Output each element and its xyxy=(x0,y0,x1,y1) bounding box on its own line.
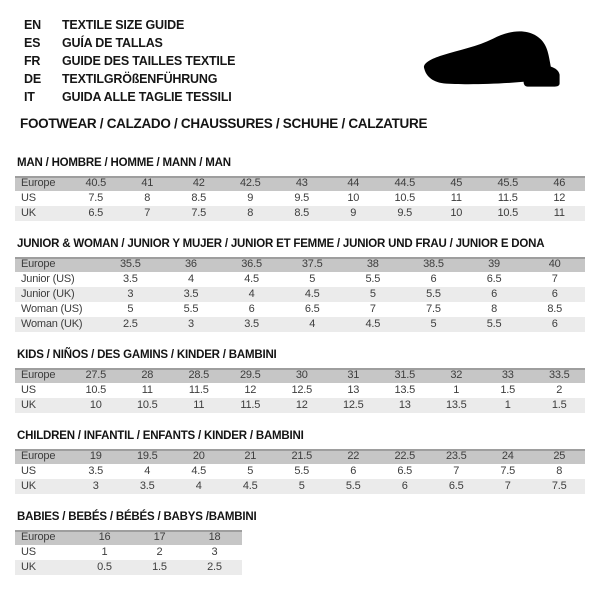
size-table xyxy=(15,176,585,221)
size-cell: 28 xyxy=(141,369,154,381)
size-cell: 8.5 xyxy=(547,303,563,315)
size-cell: 5 xyxy=(127,303,134,315)
size-table xyxy=(15,368,585,413)
size-row xyxy=(15,176,585,191)
row-label: Europe xyxy=(21,258,56,270)
size-cell: 3.5 xyxy=(139,480,155,492)
size-row xyxy=(15,545,242,560)
size-section xyxy=(15,511,585,575)
size-cell: 6 xyxy=(401,480,408,492)
size-section xyxy=(15,430,585,494)
size-cell: 9 xyxy=(350,207,357,219)
size-cell: 44.5 xyxy=(394,177,416,189)
size-cell: 10 xyxy=(347,192,360,204)
size-cell: 5.5 xyxy=(426,288,441,300)
size-cell: 10.5 xyxy=(85,384,107,396)
shoe-icon xyxy=(394,21,578,97)
size-cell: 42 xyxy=(192,177,205,189)
size-cell: 39 xyxy=(488,258,500,270)
size-cell: 6 xyxy=(551,318,558,330)
size-cell: 2.5 xyxy=(122,318,138,330)
row-label: US xyxy=(21,384,36,396)
size-cell: 7.5 xyxy=(500,465,516,477)
size-cell: 7 xyxy=(551,273,558,285)
size-cell: 11 xyxy=(553,207,565,219)
size-cell: 19.5 xyxy=(136,450,158,462)
size-cell: 5.5 xyxy=(365,273,381,285)
size-cell: 9.5 xyxy=(294,192,310,204)
size-cell: 4 xyxy=(195,480,202,492)
size-cell: 4.5 xyxy=(244,273,259,285)
size-cell: 13 xyxy=(347,384,360,396)
size-cell: 3 xyxy=(127,288,134,300)
language-code: EN xyxy=(24,18,41,32)
size-row xyxy=(15,317,585,332)
size-cell: 5.5 xyxy=(183,303,199,315)
size-cell: 10.5 xyxy=(394,192,416,204)
size-cell: 12.5 xyxy=(342,399,364,411)
size-cell: 6 xyxy=(551,288,558,300)
size-cell: 12 xyxy=(295,399,308,411)
size-cell: 9 xyxy=(247,192,254,204)
row-label: Europe xyxy=(21,450,56,462)
size-cell: 18 xyxy=(208,531,221,543)
size-cell: 6.5 xyxy=(88,207,104,219)
size-cell: 17 xyxy=(153,531,166,543)
size-cell: 8 xyxy=(491,303,498,315)
size-cell: 8.5 xyxy=(191,192,207,204)
row-label: UK xyxy=(21,207,36,219)
size-cell: 1 xyxy=(101,546,108,558)
size-cell: 46 xyxy=(553,177,566,189)
size-cell: 21.5 xyxy=(291,450,313,462)
section-title: KIDS / NIÑOS / DES GAMINS / KINDER / BAMBINI xyxy=(17,349,277,361)
section-title: CHILDREN / INFANTIL / ENFANTS / KINDER / BAMBINI xyxy=(17,430,304,442)
size-cell: 4.5 xyxy=(191,465,207,477)
size-table xyxy=(15,449,585,494)
size-cell: 13.5 xyxy=(394,384,416,396)
language-code: FR xyxy=(24,54,41,68)
size-cell: 4 xyxy=(248,288,255,300)
size-cell: 5 xyxy=(247,465,254,477)
language-code: IT xyxy=(24,90,35,104)
language-code: ES xyxy=(24,36,41,50)
size-cell: 5 xyxy=(369,288,376,300)
size-cell: 4 xyxy=(187,273,194,285)
size-cell: 7 xyxy=(144,207,151,219)
size-cell: 3 xyxy=(211,546,218,558)
row-label: US xyxy=(21,546,36,558)
size-cell: 22.5 xyxy=(394,450,416,462)
header xyxy=(15,16,585,131)
size-cell: 19 xyxy=(89,450,102,462)
size-row xyxy=(15,272,585,287)
size-cell: 7.5 xyxy=(88,192,104,204)
size-cell: 3 xyxy=(187,318,194,330)
size-cell: 41 xyxy=(141,177,154,189)
size-cell: 12 xyxy=(244,384,257,396)
size-cell: 27.5 xyxy=(85,369,107,381)
section-title: MAN / HOMBRE / HOMME / MANN / MAN xyxy=(17,157,231,169)
size-cell: 23.5 xyxy=(445,450,467,462)
size-section xyxy=(15,238,585,332)
size-cell: 2 xyxy=(556,384,563,396)
size-cell: 2 xyxy=(156,546,163,558)
size-table xyxy=(15,257,585,332)
row-label: Junior (US) xyxy=(21,273,75,285)
row-label: Europe xyxy=(21,369,56,381)
size-cell: 30 xyxy=(295,369,308,381)
size-cell: 11 xyxy=(450,192,462,204)
size-cell: 40 xyxy=(548,258,561,270)
size-cell: 3.5 xyxy=(244,318,259,330)
size-cell: 7.5 xyxy=(191,207,207,219)
size-row xyxy=(15,464,585,479)
size-cell: 31.5 xyxy=(394,369,416,381)
language-title: TEXTILGRÖßENFÜHRUNG xyxy=(62,72,218,86)
size-cell: 6 xyxy=(491,288,498,300)
language-title: TEXTILE SIZE GUIDE xyxy=(62,18,185,32)
size-cell: 1 xyxy=(504,399,511,411)
size-row xyxy=(15,368,585,383)
size-cell: 5.5 xyxy=(486,318,502,330)
size-cell: 33.5 xyxy=(548,369,570,381)
size-cell: 45.5 xyxy=(497,177,519,189)
size-cell: 36.5 xyxy=(241,258,262,270)
size-cell: 11.5 xyxy=(188,384,209,396)
size-cell: 7 xyxy=(369,303,376,315)
row-label: Woman (US) xyxy=(21,303,83,315)
row-label: US xyxy=(21,192,36,204)
size-cell: 44 xyxy=(347,177,360,189)
size-cell: 25 xyxy=(553,450,566,462)
size-cell: 8 xyxy=(556,465,563,477)
size-cell: 5.5 xyxy=(345,480,361,492)
size-row xyxy=(15,191,585,206)
size-row xyxy=(15,530,242,545)
size-cell: 8 xyxy=(144,192,151,204)
size-row xyxy=(15,287,585,302)
size-cell: 36 xyxy=(185,258,197,270)
size-row xyxy=(15,479,585,494)
size-cell: 21 xyxy=(244,450,257,462)
size-cell: 13 xyxy=(398,399,411,411)
size-cell: 40.5 xyxy=(85,177,107,189)
size-cell: 10.5 xyxy=(497,207,519,219)
size-cell: 8.5 xyxy=(294,207,310,219)
size-cell: 3.5 xyxy=(122,273,138,285)
size-cell: 42.5 xyxy=(239,177,261,189)
size-cell: 10.5 xyxy=(136,399,158,411)
size-cell: 5 xyxy=(298,480,305,492)
size-cell: 4.5 xyxy=(365,318,381,330)
size-section xyxy=(15,349,585,413)
size-cell: 3.5 xyxy=(88,465,104,477)
row-label: Europe xyxy=(21,177,56,189)
size-cell: 7.5 xyxy=(551,480,567,492)
size-cell: 1.5 xyxy=(152,561,167,573)
size-row xyxy=(15,206,585,221)
size-row xyxy=(15,383,585,398)
size-cell: 5 xyxy=(430,318,437,330)
size-cell: 20 xyxy=(192,450,205,462)
size-row xyxy=(15,257,585,272)
size-cell: 1 xyxy=(453,384,460,396)
row-label: UK xyxy=(21,561,36,573)
size-cell: 31 xyxy=(347,369,360,381)
size-cell: 12.5 xyxy=(291,384,313,396)
language-code: DE xyxy=(24,72,41,86)
size-cell: 12 xyxy=(553,192,566,204)
size-cell: 11 xyxy=(141,384,153,396)
row-label: Junior (UK) xyxy=(21,288,75,300)
size-cell: 6 xyxy=(350,465,357,477)
size-row xyxy=(15,449,585,464)
size-cell: 9.5 xyxy=(397,207,413,219)
size-table xyxy=(15,530,242,575)
language-title: GUIDA ALLE TAGLIE TESSILI xyxy=(62,90,232,104)
size-cell: 10 xyxy=(89,399,102,411)
size-cell: 2.5 xyxy=(207,561,222,573)
size-cell: 5 xyxy=(309,273,316,285)
size-cell: 3.5 xyxy=(183,288,199,300)
size-cell: 33 xyxy=(501,369,514,381)
size-cell: 45 xyxy=(450,177,463,189)
size-cell: 6 xyxy=(248,303,255,315)
size-cell: 4.5 xyxy=(304,288,320,300)
size-tables xyxy=(15,157,585,575)
size-cell: 38 xyxy=(366,258,379,270)
size-cell: 28.5 xyxy=(188,369,210,381)
row-label: US xyxy=(21,465,36,477)
size-cell: 13.5 xyxy=(445,399,467,411)
size-cell: 4 xyxy=(144,465,151,477)
size-cell: 1.5 xyxy=(500,384,516,396)
size-cell: 7.5 xyxy=(426,303,441,315)
section-title: BABIES / BEBÉS / BÉBÉS / BABYS /BAMBINI xyxy=(17,511,257,523)
size-cell: 37.5 xyxy=(301,258,323,270)
category-line: FOOTWEAR / CALZADO / CHAUSSURES / SCHUHE / CALZATURE xyxy=(20,116,428,131)
size-cell: 43 xyxy=(295,177,308,189)
size-cell: 6.5 xyxy=(397,465,413,477)
size-cell: 24 xyxy=(501,450,514,462)
size-cell: 8 xyxy=(247,207,254,219)
size-cell: 6.5 xyxy=(486,273,502,285)
size-cell: 32 xyxy=(450,369,463,381)
size-cell: 1.5 xyxy=(551,399,567,411)
size-cell: 16 xyxy=(98,531,111,543)
size-section xyxy=(15,157,585,221)
size-cell: 10 xyxy=(450,207,463,219)
size-cell: 35.5 xyxy=(120,258,141,270)
size-cell: 6.5 xyxy=(448,480,464,492)
size-cell: 7 xyxy=(453,465,460,477)
row-label: Woman (UK) xyxy=(21,318,83,330)
size-cell: 22 xyxy=(347,450,360,462)
size-row xyxy=(15,302,585,317)
size-cell: 11.5 xyxy=(497,192,518,204)
size-cell: 11.5 xyxy=(240,399,261,411)
size-cell: 0.5 xyxy=(97,561,112,573)
size-cell: 29.5 xyxy=(239,369,261,381)
size-cell: 4.5 xyxy=(242,480,258,492)
row-label: Europe xyxy=(21,531,56,543)
size-cell: 4 xyxy=(309,318,316,330)
size-row xyxy=(15,560,242,575)
row-label: UK xyxy=(21,399,36,411)
size-cell: 38.5 xyxy=(423,258,444,270)
size-cell: 6.5 xyxy=(304,303,320,315)
language-title: GUIDE DES TAILLES TEXTILE xyxy=(62,54,236,68)
size-cell: 6 xyxy=(430,273,437,285)
size-cell: 7 xyxy=(504,480,511,492)
size-cell: 3 xyxy=(92,480,99,492)
size-cell: 5.5 xyxy=(294,465,310,477)
row-label: UK xyxy=(21,480,36,492)
size-row xyxy=(15,398,585,413)
section-title: JUNIOR & WOMAN / JUNIOR Y MUJER / JUNIOR ET FEMME / JUNIOR UND FRAU / JUNIOR E DONA xyxy=(17,238,545,250)
size-cell: 11 xyxy=(193,399,205,411)
language-title: GUÍA DE TALLAS xyxy=(62,36,163,50)
